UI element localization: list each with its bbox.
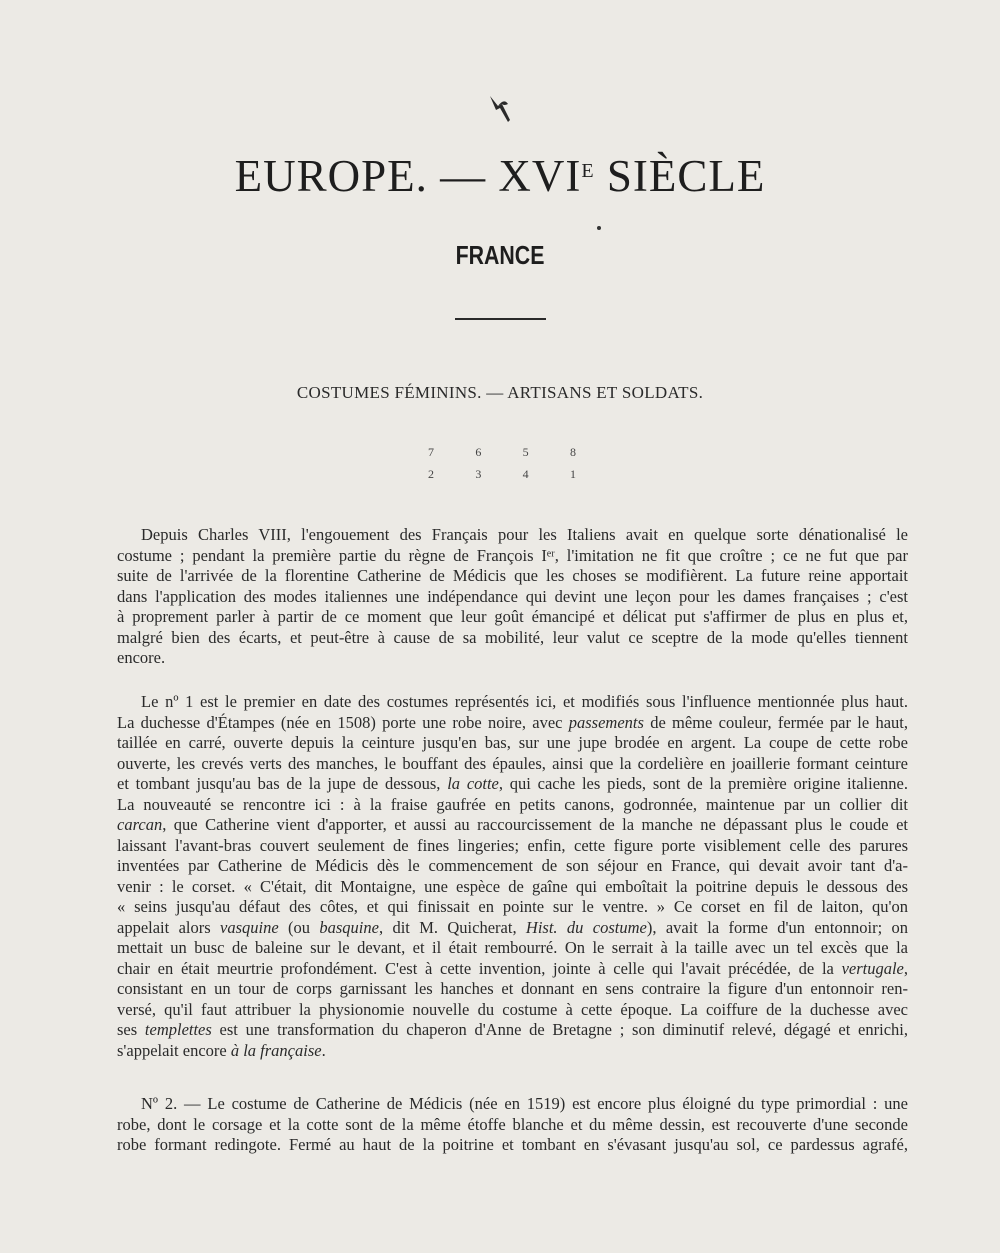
text-run: versé, qu'il faut attribuer la physionomie nouvelle du costume à cette époque. La coiffure de la duchesse avec bbox=[117, 999, 908, 1019]
text-run: La duchesse d'Étampes (née en 1508) porte une robe noire, avec bbox=[117, 712, 569, 732]
text-line bbox=[117, 1041, 908, 1062]
text-run: mettait un busc de baleine sur le devant, et il était rembourré. On le serrait à la taille avec un tel excès que la bbox=[117, 938, 908, 957]
page-subtitle: FRANCE bbox=[455, 240, 545, 270]
text-run: ), avait la forme d'un entonnoir; on bbox=[646, 917, 909, 937]
italic-term: carcan bbox=[117, 815, 163, 834]
text-line: malgré bien des écarts, et peut-être à cause de sa mobilité, leur valut ce sceptre de la mode qu'elles tiennent bbox=[117, 627, 908, 647]
text-run: appelait alors bbox=[117, 917, 221, 937]
text-run: Le nº 1 est le premier en date des costumes représentés ici, et modifiés sous l'influence mentionnée plus haut. bbox=[141, 692, 908, 711]
text-line bbox=[117, 1000, 908, 1021]
text-run: taillée en carré, ouverte depuis la ceinture jusqu'en bas, sur une jupe brodée en argent. La coupe de cette robe bbox=[117, 733, 908, 752]
text-line: encore. bbox=[117, 648, 166, 667]
text-run: , bbox=[903, 958, 908, 978]
text-line: dans l'application des modes italiennes une indépendance qui devint une leçon pour les dames françaises ; c'est bbox=[117, 586, 908, 606]
text-line bbox=[117, 795, 908, 816]
text-run: , qui cache les pieds, sont de la première origine italienne. bbox=[498, 774, 908, 793]
text-run: . bbox=[321, 1040, 326, 1060]
italic-term: à la française bbox=[230, 1040, 322, 1060]
plate-number: 8 bbox=[569, 445, 576, 459]
italic-term: Hist. du costume bbox=[525, 917, 647, 937]
text-line bbox=[117, 754, 908, 775]
italic-term: la cotte bbox=[447, 774, 499, 793]
page-title: EUROPE. — $XVI^E$ SIÈCLE bbox=[234, 151, 766, 201]
text-run: de même couleur, fermée par le haut, bbox=[643, 712, 908, 732]
paragraph-figure-1 bbox=[117, 692, 908, 1061]
italic-term: basquine bbox=[319, 917, 379, 937]
text-run: ses bbox=[117, 1020, 145, 1039]
text-run: est une transformation du chaperon d'Anne de Bretagne ; son diminutif relevé, dégagé et enrichi, bbox=[211, 1020, 908, 1039]
text-run: laissant l'avant-bras couvert seulement de fines lingeries; enfin, cette figure porte visiblement celle des parures bbox=[117, 835, 908, 855]
text-run: et tombant jusqu'au bas de la jupe de dessous, bbox=[117, 774, 448, 793]
text-line bbox=[117, 733, 908, 754]
halberd-ornament-icon bbox=[484, 92, 516, 126]
text-run: venir : le corset. « C'était, dit Montaigne, une espèce de gaîne qui emboîtait la poitrine depuis le dessous des bbox=[117, 876, 908, 896]
text-run: s'appelait encore bbox=[117, 1040, 231, 1060]
plate-number: 4 bbox=[522, 467, 529, 481]
text-line: robe formant redingote. Fermé au haut de la poitrine et tombant en s'évasant jusqu'au sol, ce pardessus agrafé, bbox=[117, 1135, 908, 1154]
text-line: robe, dont le corsage et la cotte sont de la même étoffe blanche et du même dessin, est recouverte d'une seconde bbox=[117, 1114, 908, 1134]
text-run: , dit M. Quicherat, bbox=[378, 917, 526, 937]
plate-number: 7 bbox=[428, 445, 434, 459]
text-line bbox=[117, 713, 908, 734]
text-run: inventées par Catherine de Médicis dès le commencement de son séjour en France, qui devait avoir tant d'a- bbox=[117, 856, 908, 875]
title-divider bbox=[455, 318, 546, 320]
text-line bbox=[117, 877, 908, 898]
paragraph-figure-2 bbox=[117, 1094, 908, 1156]
text-line bbox=[117, 692, 908, 713]
text-run: chair en était meurtrie profondément. C'est à cette invention, jointe à celle qui l'avait précédée, de la bbox=[117, 958, 842, 978]
italic-term: vasquine bbox=[220, 917, 279, 937]
text-line bbox=[117, 918, 908, 939]
text-line bbox=[117, 979, 908, 1000]
text-line: costume ; pendant la première partie du règne de François Iᵉʳ, l'imitation ne fit que croître ; ce ne fut que par bbox=[117, 545, 908, 565]
plate-number: 3 bbox=[475, 467, 482, 481]
text-line bbox=[117, 959, 908, 980]
text-run: , que Catherine vient d'apporter, et aussi au raccourcissement de la manche ne dépassant plus le coude et bbox=[162, 815, 908, 834]
text-line bbox=[117, 897, 908, 918]
plate-figure-numbers bbox=[400, 445, 600, 489]
text-line: suite de l'arrivée de la florentine Catherine de Médicis que les choses se modifièrent. La future reine apportait bbox=[117, 566, 908, 585]
plate-number: 1 bbox=[569, 467, 576, 481]
text-line bbox=[117, 836, 908, 857]
text-run: (ou bbox=[278, 917, 320, 937]
italic-term: passements bbox=[568, 712, 644, 732]
plate-number: 6 bbox=[475, 445, 482, 459]
plate-number: 5 bbox=[522, 445, 529, 459]
text-line bbox=[117, 856, 908, 877]
plate-number: 2 bbox=[428, 467, 434, 481]
italic-term: vertugale bbox=[841, 958, 904, 978]
text-line: Depuis Charles VIII, l'engouement des Français pour les Italiens avait en quelque sorte dénationalisé le bbox=[141, 525, 908, 544]
text-run: « seins jusqu'au défaut des côtes, et qui finissait en pointe sur le ventre. » Ce corset en fil de laiton, qu'on bbox=[117, 897, 908, 916]
text-line bbox=[117, 938, 908, 959]
text-line: à proprement parler à partir de ce moment que leur goût émancipé et délicat put s'affirmer de plus en plus et, bbox=[117, 607, 908, 626]
text-run: consistant en un tour de corps garnissant les hanches et donnant en sens contraire la figure d'un entonnoir ren- bbox=[117, 979, 908, 998]
decorative-dot bbox=[597, 226, 601, 230]
text-line bbox=[117, 1020, 908, 1041]
italic-term: templettes bbox=[144, 1020, 212, 1039]
plate-row-bottom bbox=[400, 467, 600, 489]
text-run: ouverte, les crevés verts des manches, le bouffant des épaules, ainsi que la cordelière en joaillerie formant ceinture bbox=[117, 753, 908, 773]
section-heading: COSTUMES FÉMININS. — ARTISANS ET SOLDATS. bbox=[296, 383, 704, 402]
text-line: Nº 2. — Le costume de Catherine de Médicis (née en 1519) est encore plus éloigné du type primordial : une bbox=[141, 1094, 908, 1113]
plate-row-top bbox=[400, 445, 600, 467]
text-line bbox=[117, 774, 908, 795]
paragraph-intro bbox=[117, 525, 908, 669]
text-line bbox=[117, 815, 908, 836]
text-run: La nouveauté se rencontre ici : à la fraise gaufrée en petits canons, godronnée, maintenue par un collier dit bbox=[117, 794, 908, 814]
